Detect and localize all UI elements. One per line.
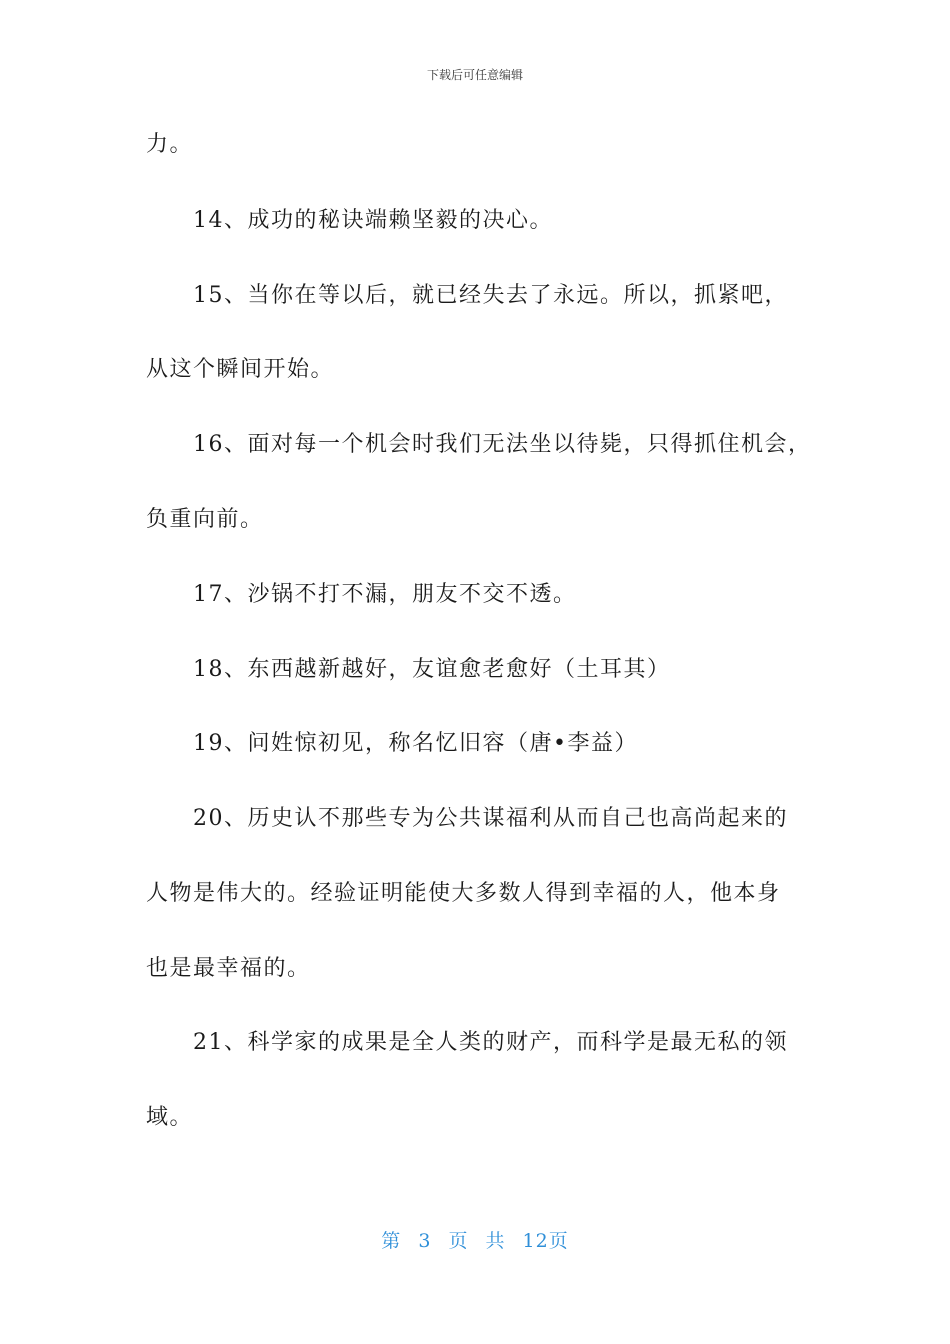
text-line: 从这个瞬间开始。 xyxy=(146,357,335,382)
text-line: 人物是伟大的。经验证明能使大多数人得到幸福的人，他本身 xyxy=(146,881,781,906)
text-line: 20、历史认不那些专为公共谋福利从而自己也高尚起来的 xyxy=(193,806,788,831)
text-line: 16、面对每一个机会时我们无法坐以待毙，只得抓住机会， xyxy=(193,432,812,457)
text-line: 14、成功的秘诀端赖坚毅的决心。 xyxy=(193,208,553,233)
text-line: 力。 xyxy=(146,132,194,157)
text-line: 域。 xyxy=(146,1105,194,1130)
text-line: 21、科学家的成果是全人类的财产，而科学是最无私的领 xyxy=(193,1030,788,1055)
text-line: 19、问姓惊初见，称名忆旧容（唐•李益） xyxy=(193,731,638,756)
text-line: 18、东西越新越好，友谊愈老愈好（土耳其） xyxy=(193,657,671,682)
text-line: 17、沙锅不打不漏，朋友不交不透。 xyxy=(193,582,577,607)
text-line: 15、当你在等以后，就已经失去了永远。所以，抓紧吧， xyxy=(193,283,788,308)
text-line: 也是最幸福的。 xyxy=(146,956,311,981)
text-line: 负重向前。 xyxy=(146,507,264,532)
page-header: 下载后可任意编辑 xyxy=(426,68,523,82)
page-footer: 第 3 页 共 12页 xyxy=(381,1230,569,1252)
